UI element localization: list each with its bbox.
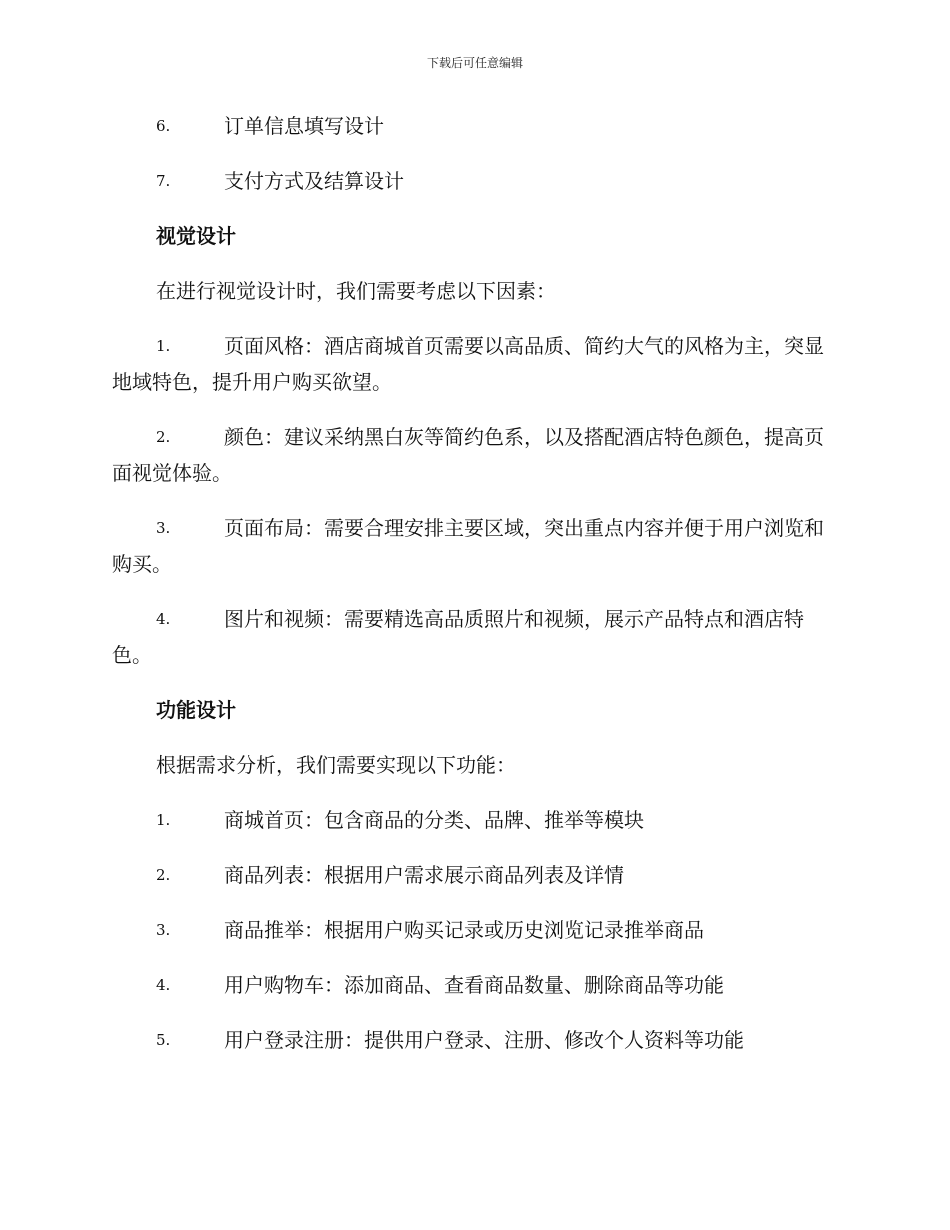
- list-text: 图片和视频：需要精选高品质照片和视频，展示产品特点和酒店特色。: [112, 607, 804, 667]
- page-header: 下载后可任意编辑: [426, 56, 523, 70]
- list-item: [112, 601, 838, 673]
- section-intro-visual: 在进行视觉设计时，我们需要考虑以下因素：: [156, 279, 556, 303]
- list-text: 商品推举：根据用户购买记录或历史浏览记录推举商品: [224, 918, 704, 942]
- list-number: 4.: [156, 610, 171, 628]
- list-number: 4.: [156, 976, 171, 994]
- list-number: 3.: [156, 519, 171, 537]
- section-intro-function: 根据需求分析，我们需要实现以下功能：: [156, 753, 516, 777]
- list-number: 1.: [156, 811, 171, 829]
- document-body: [112, 108, 838, 1077]
- list-number: 2.: [156, 428, 171, 446]
- list-item: [112, 108, 838, 144]
- list-text: 页面布局：需要合理安排主要区域，突出重点内容并便于用户浏览和购买。: [112, 516, 824, 576]
- list-text: 支付方式及结算设计: [224, 169, 404, 193]
- section-heading-visual: 视觉设计: [156, 224, 236, 248]
- list-text: 用户购物车：添加商品、查看商品数量、删除商品等功能: [224, 973, 724, 997]
- list-text: 用户登录注册：提供用户登录、注册、修改个人资料等功能: [224, 1028, 744, 1052]
- list-number: 2.: [156, 866, 171, 884]
- list-number: 6.: [156, 117, 171, 135]
- section-heading-function: 功能设计: [156, 698, 236, 722]
- list-item: [112, 510, 838, 582]
- list-number: 5.: [156, 1031, 171, 1049]
- list-item: [112, 163, 838, 199]
- list-number: 3.: [156, 921, 171, 939]
- list-text: 订单信息填写设计: [224, 114, 384, 138]
- list-item: [112, 1022, 838, 1058]
- list-item: [112, 328, 838, 400]
- list-number: 7.: [156, 172, 171, 190]
- list-item: [112, 857, 838, 893]
- list-number: 1.: [156, 337, 171, 355]
- list-text: 商品列表：根据用户需求展示商品列表及详情: [224, 863, 624, 887]
- list-item: [112, 967, 838, 1003]
- list-text: 商城首页：包含商品的分类、品牌、推举等模块: [224, 808, 644, 832]
- list-text: 页面风格：酒店商城首页需要以高品质、简约大气的风格为主，突显地域特色，提升用户购买欲望。: [112, 334, 824, 394]
- list-text: 颜色：建议采纳黑白灰等简约色系，以及搭配酒店特色颜色，提高页面视觉体验。: [112, 425, 824, 485]
- list-item: [112, 802, 838, 838]
- list-item: [112, 419, 838, 491]
- list-item: [112, 912, 838, 948]
